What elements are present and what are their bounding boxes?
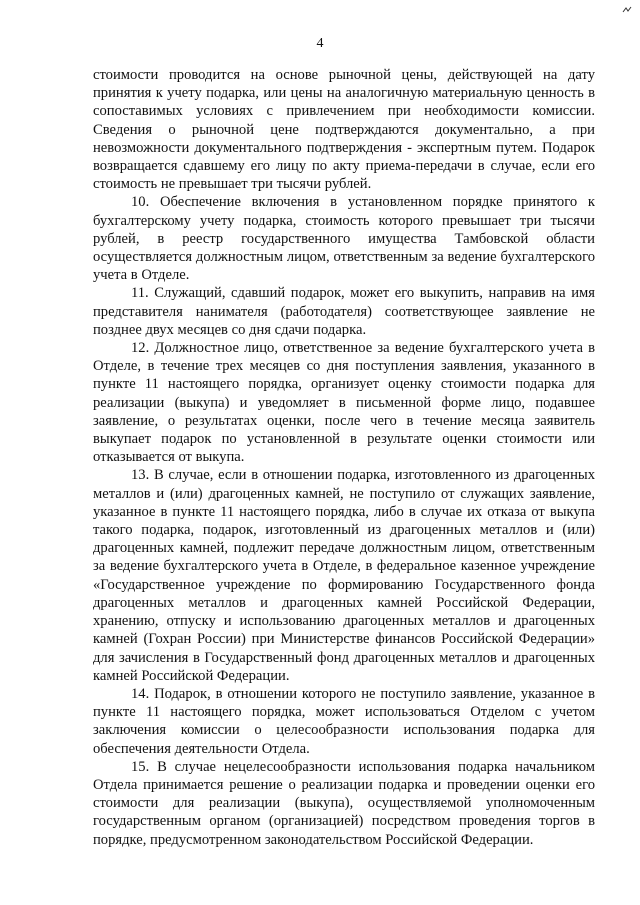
paragraph-12: 12. Должностное лицо, ответственное за ведение бухгалтерского учета в Отделе, в течение трех месяцев со дня поступления заявления, указанного в пункте 11 настоящего порядка, организует оценку стоимости подарка для реализации (выкупа) и уведомляет в письменной форме лицо, подавшее заявление, о результатах оценки, после чего в течение месяца заявитель выкупает подарок по установленной в результате оценки стоимости или отказывается от выкупа. xyxy=(93,340,595,466)
paragraph-10: 10. Обеспечение включения в установленном порядке принятого к бухгалтерскому учету подарка, стоимость которого превышает три тысячи рублей, в реестр государственного имущества Тамбовской области осуществляется должностным лицом, ответственным за ведение бухгалтерского учета в Отделе. xyxy=(93,194,595,284)
paragraph-continuation: стоимости проводится на основе рыночной цены, действующей на дату принятия к учету подарка, или цены на аналогичную материальную ценность в сопоставимых условиях с привлечением при необходимости комиссии. Сведения о рыночной цене подтверждаются документально, а при невозможности документального подтверждения - экспертным путем. Подарок возвращается сдавшему его лицу по акту приема-передачи в случае, если его стоимость не превышает три тысячи рублей. xyxy=(93,67,595,193)
corner-mark-icon xyxy=(622,6,632,14)
page-number: 4 xyxy=(316,36,324,51)
paragraph-11: 11. Служащий, сдавший подарок, может его выкупить, направив на имя представителя нанимателя (работодателя) соответствующее заявление не позднее двух месяцев со дня сдачи подарка. xyxy=(93,285,595,338)
paragraph-14: 14. Подарок, в отношении которого не поступило заявление, указанное в пункте 11 настоящего порядка, может использоваться Отделом с учетом заключения комиссии о целесообразности использования подарка для обеспечения деятельности Отдела. xyxy=(93,685,595,757)
document-body xyxy=(93,66,595,849)
paragraph-15: 15. В случае нецелесообразности использования подарка начальником Отдела принимается решение о реализации подарка и проведении оценки его стоимости для реализации (выкупа), осуществляемой уполномоченным государственным органом (организацией) посредством проведения торгов в порядке, предусмотренном законодательством Российской Федерации. xyxy=(93,758,595,848)
paragraph-13: 13. В случае, если в отношении подарка, изготовленного из драгоценных металлов и (или) драгоценных камней, не поступило от служащих заявление, указанное в пункте 11 настоящего порядка, либо в случае их отказа от выкупа такого подарка, подарок, изготовленный из драгоценных металлов и (или) драгоценных камней, подлежит передаче должностным лицом, ответственным за ведение бухгалтерского учета в Отделе, в федеральное казенное учреждение «Государственное учреждение по формированию Государственного фонда драгоценных металлов и драгоценных камней Российской Федерации, хранению, отпуску и использованию драгоценных металлов и драгоценных камней (Гохран России) при Министерстве финансов Российской Федерации» для зачисления в Государственный фонд драгоценных металлов и драгоценных камней Российской Федерации. xyxy=(93,467,595,684)
